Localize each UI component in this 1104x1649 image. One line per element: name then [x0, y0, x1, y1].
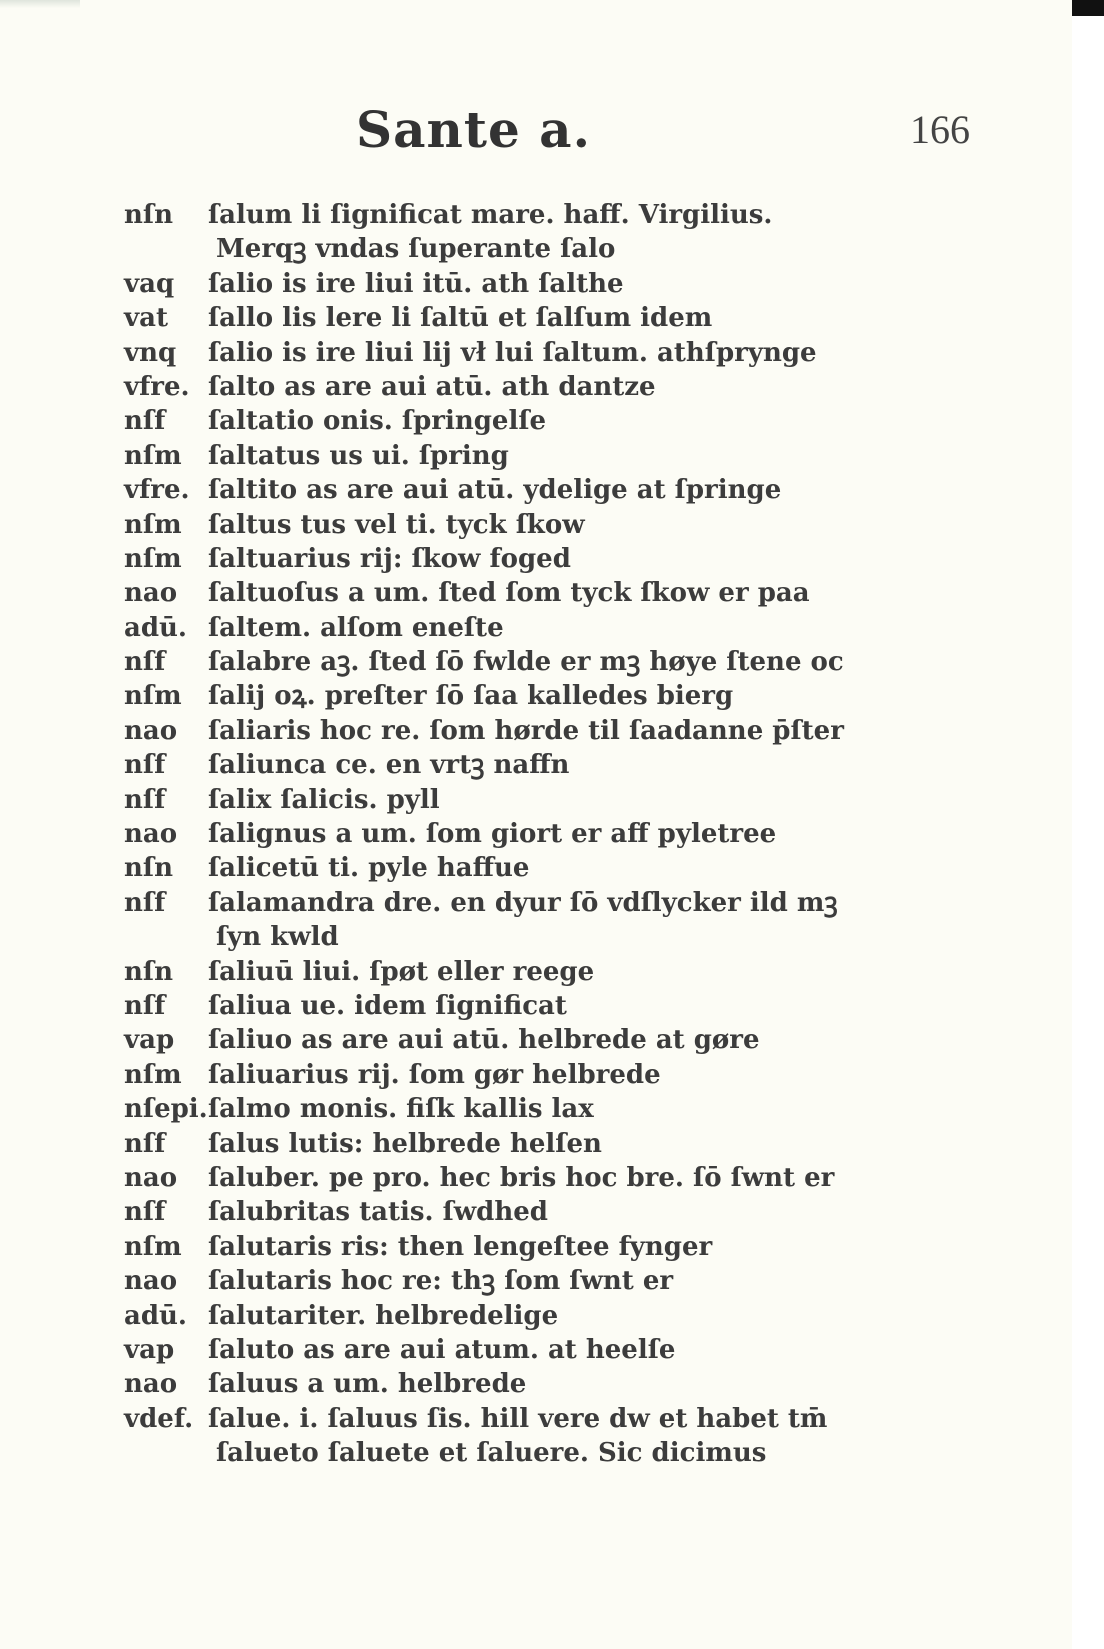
entry-grammar-code: nao	[124, 578, 178, 609]
dictionary-entry	[124, 1264, 1024, 1298]
entry-text: ſaltito as are aui atū. ydelige at ſpringe	[208, 475, 782, 506]
dictionary-entry	[124, 1092, 1024, 1126]
dictionary-entry	[124, 1023, 1024, 1057]
dictionary-entry	[124, 645, 1024, 679]
entry-grammar-code: nao	[124, 1162, 178, 1193]
dictionary-entry	[124, 955, 1024, 989]
entry-grammar-code: vfre.	[124, 475, 190, 506]
entry-text: ſalue. i. ſaluus ſis. hill vere dw et habet tm̄	[208, 1403, 828, 1434]
entry-text: ſalij oꝝ. preſter ſō ſaa kalledes bierg	[208, 681, 734, 712]
dictionary-entry	[124, 817, 1024, 851]
dictionary-entry	[124, 611, 1024, 645]
entry-text: ſyn kwld	[216, 922, 339, 953]
entry-grammar-code: nſm	[124, 1231, 182, 1262]
entry-grammar-code: nao	[124, 1266, 178, 1297]
dictionary-entry	[124, 473, 1024, 507]
dictionary-entry	[124, 336, 1024, 370]
entry-grammar-code: nſm	[124, 440, 182, 471]
running-head: Sante a.	[356, 100, 591, 159]
entry-text: ſaliaris hoc re. ſom hørde til ſaadanne p̄ſter	[208, 715, 844, 746]
entry-continuation	[124, 1436, 1024, 1470]
entry-text: ſalueto ſaluete et ſaluere. Sic dicimus	[216, 1438, 767, 1469]
dictionary-entry	[124, 1402, 1024, 1436]
dictionary-entry	[124, 198, 1024, 232]
dictionary-entry	[124, 1230, 1024, 1264]
entry-grammar-code: nao	[124, 819, 178, 850]
scan-corner-mark	[1072, 0, 1104, 16]
page-edge	[1072, 0, 1104, 1649]
entry-text: ſalutariter. helbredelige	[208, 1300, 559, 1331]
entry-text: ſallo lis lere li ſaltū et ſalſum idem	[208, 303, 713, 334]
entry-text: ſaltatus us ui. ſpring	[208, 440, 509, 471]
entry-text: ſalignus a um. ſom giort er aff pyletree	[208, 819, 777, 850]
dictionary-entry	[124, 542, 1024, 576]
entry-text: ſaliuū liui. ſpøt eller reege	[208, 956, 595, 987]
dictionary-entry	[124, 576, 1024, 610]
entry-grammar-code: vnq	[124, 337, 177, 368]
entry-text: ſalutaris hoc re: thꝫ ſom ſwnt er	[208, 1266, 674, 1297]
entry-text: ſaltus tus vel ti. tyck ſkow	[208, 509, 585, 540]
entry-grammar-code: nſf	[124, 750, 166, 781]
entry-grammar-code: nſf	[124, 990, 166, 1021]
dictionary-entry	[124, 370, 1024, 404]
entry-grammar-code: adū.	[124, 612, 187, 643]
entry-text: ſalix ſalicis. pyll	[208, 784, 440, 815]
entry-grammar-code: nſf	[124, 1197, 166, 1228]
entry-grammar-code: vat	[124, 303, 168, 334]
entry-text: ſaltatio onis. ſpringelſe	[208, 406, 547, 437]
dictionary-entry	[124, 989, 1024, 1023]
entry-grammar-code: vaq	[124, 268, 175, 299]
entry-grammar-code: nſm	[124, 1059, 182, 1090]
entry-grammar-code: nſn	[124, 853, 173, 884]
entry-grammar-code: nſm	[124, 543, 182, 574]
entry-grammar-code: nao	[124, 715, 178, 746]
entry-grammar-code: nſepi.	[124, 1094, 208, 1125]
entry-continuation	[124, 920, 1024, 954]
entry-text: ſaliuarius rij. ſom gør helbrede	[208, 1059, 661, 1090]
entry-text: ſaluto as are aui atum. at heelſe	[208, 1334, 676, 1365]
dictionary-entry	[124, 1127, 1024, 1161]
dictionary-entry	[124, 439, 1024, 473]
dictionary-entry	[124, 851, 1024, 885]
entry-text: ſaltuarius rij: ſkow foged	[208, 543, 571, 574]
dictionary-entry	[124, 1333, 1024, 1367]
entry-grammar-code: nſn	[124, 200, 173, 230]
scan-smudge	[0, 0, 80, 8]
entry-text: ſalus lutis: helbrede helſen	[208, 1128, 602, 1159]
entry-text: ſalamandra dre. en dyur ſō vdſlycker ild mꝫ	[208, 887, 838, 918]
dictionary-entry	[124, 267, 1024, 301]
entry-grammar-code: adū.	[124, 1300, 187, 1331]
entry-grammar-code: vap	[124, 1025, 175, 1056]
entry-text: Merqꝫ vndas ſuperante ſalo	[216, 234, 616, 265]
entry-text: ſalicetū ti. pyle haffue	[208, 853, 530, 884]
entry-text: ſalio is ire liui itū. ath ſalthe	[208, 268, 624, 299]
entry-text: ſaliuo as are aui atū. helbrede at gøre	[208, 1025, 760, 1056]
entry-text: ſaliua ue. idem ſignificat	[208, 990, 567, 1021]
dictionary-entry	[124, 886, 1024, 920]
dictionary-entry	[124, 1367, 1024, 1401]
dictionary-entry	[124, 404, 1024, 438]
dictionary-entry	[124, 748, 1024, 782]
entry-grammar-code: vap	[124, 1334, 175, 1365]
entry-grammar-code: nſf	[124, 647, 166, 678]
dictionary-entry	[124, 679, 1024, 713]
entry-grammar-code: nſf	[124, 887, 166, 918]
dictionary-entry	[124, 783, 1024, 817]
entry-text: ſaluus a um. helbrede	[208, 1369, 527, 1400]
entry-text: ſalubritas tatis. ſwdhed	[208, 1197, 548, 1228]
entry-grammar-code: nſm	[124, 681, 182, 712]
entry-text: ſalmo monis. fiſk kallis lax	[208, 1094, 594, 1125]
entry-grammar-code: nſm	[124, 509, 182, 540]
entry-continuation	[124, 232, 1024, 266]
entry-grammar-code: vdef.	[124, 1403, 194, 1434]
dictionary-entry	[124, 1058, 1024, 1092]
entry-text: ſaluber. pe pro. hec bris hoc bre. ſō ſwnt er	[208, 1162, 835, 1193]
entry-text: ſaltuoſus a um. ſted ſom tyck ſkow er paa	[208, 578, 810, 609]
dictionary-entries	[124, 198, 1024, 1470]
dictionary-entry	[124, 508, 1024, 542]
dictionary-entry	[124, 1299, 1024, 1333]
dictionary-entry	[124, 1195, 1024, 1229]
entry-grammar-code: vfre.	[124, 371, 190, 402]
entry-text: ſalio is ire liui lij vł lui ſaltum. athſprynge	[208, 337, 817, 368]
entry-grammar-code: nſf	[124, 784, 166, 815]
entry-text: ſalutaris ris: then lengeſtee fynger	[208, 1231, 713, 1262]
entry-grammar-code: nao	[124, 1369, 178, 1400]
entry-grammar-code: nſf	[124, 1128, 166, 1159]
entry-text: ſaliunca ce. en vrtꝫ naffn	[208, 750, 570, 781]
dictionary-entry	[124, 1161, 1024, 1195]
entry-grammar-code: nſf	[124, 406, 166, 437]
entry-text: ſalabre aꝫ. ſted ſō fwlde er mꝫ høye ſtene oc	[208, 647, 844, 678]
page-number: 166	[910, 107, 970, 152]
dictionary-entry	[124, 714, 1024, 748]
entry-text: ſalto as are aui atū. ath dantze	[208, 371, 656, 402]
entry-grammar-code: nſn	[124, 956, 173, 987]
entry-text: ſalum li ſignificat mare. haff. Virgilius.	[208, 200, 773, 230]
entry-text: ſaltem. alſom eneſte	[208, 612, 504, 643]
dictionary-entry	[124, 301, 1024, 335]
